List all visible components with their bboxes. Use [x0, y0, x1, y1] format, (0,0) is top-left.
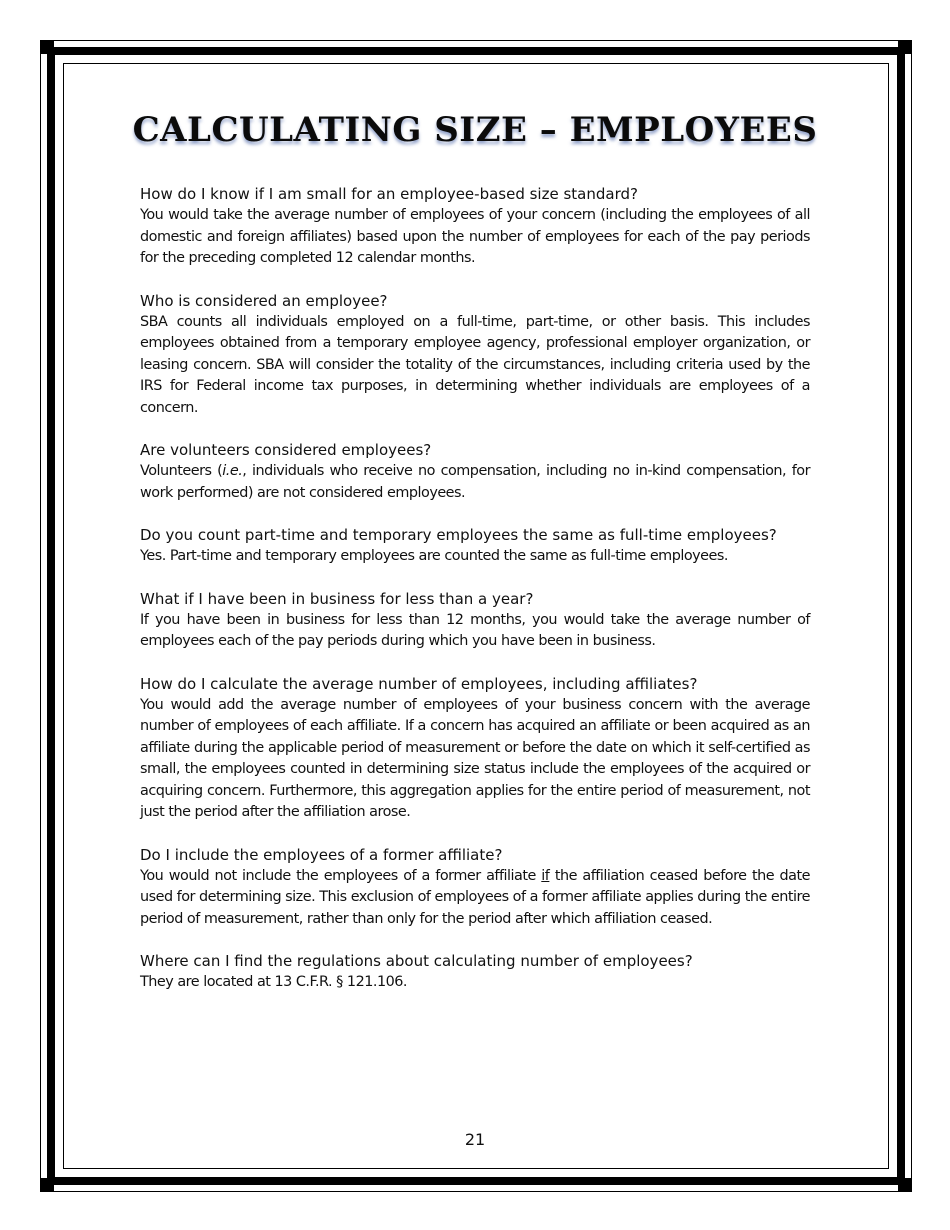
faq-answer — [140, 461, 810, 504]
faq-question: Are volunteers considered employees? — [140, 441, 432, 459]
faq-answer: You would take the average number of employees of your concern (including the employees of all domestic and foreign affiliates) based upon the number of employees for each of the pay periods for the preceding completed 12 calendar months. — [140, 207, 810, 266]
faq-answer-part: the affiliation ceased before the date used for determining size. This exclusion of employees of a former affiliate applies during the entire period of measurement, rather than only for the period after which affiliation ceased. — [140, 867, 810, 927]
border-corner-bottom-right — [898, 1178, 912, 1192]
faq-item-volunteers — [140, 440, 810, 504]
faq-answer-emphasis: i.e. — [222, 463, 243, 479]
faq-question: How do I calculate the average number of employees, including affiliates? — [140, 674, 698, 693]
faq-answer: SBA counts all individuals employed on a full-time, part-time, or other basis. This includes employees obtained from a temporary employee agency, professional employer organization, or leasing concern. SBA will consider the totality of the circumstances, including criteria used by the IRS for Federal income tax purposes, in determining whether individuals are employees of a concern. — [140, 313, 810, 416]
faq-answer: Yes. Part-time and temporary employees are counted the same as full-time employees. — [140, 548, 728, 564]
faq-content — [140, 184, 810, 1015]
faq-question: Who is considered an employee? — [140, 291, 388, 310]
faq-item-who-is-employee — [140, 291, 810, 420]
faq-question: Do I include the employees of a former affiliate? — [140, 845, 503, 864]
faq-item-less-than-year — [140, 589, 810, 653]
faq-question: Where can I find the regulations about calculating number of employees? — [140, 952, 693, 970]
faq-question: How do I know if I am small for an employee-based size standard? — [140, 185, 638, 203]
faq-answer-part: Volunteers ( — [140, 463, 223, 479]
faq-answer: You would add the average number of employees of your business concern with the average number of employees of each affiliate. If a concern has acquired an affiliate or been acquired as an affiliate during the applicable period of measurement or before the date on which it self-certified as small, the employees counted in determining size status include the employees of the acquired or acquiring concern. Furthermore, this aggregation applies for the entire period of measurement, not just the period after the affiliation arose. — [140, 696, 810, 820]
page-title: CALCULATING SIZE – EMPLOYEES — [132, 110, 818, 150]
faq-item-former-affiliate — [140, 845, 810, 931]
faq-item-regulations — [140, 951, 810, 994]
faq-question: What if I have been in business for less than a year? — [140, 589, 534, 608]
faq-answer: If you have been in business for less than 12 months, you would take the average number of employees each of the pay periods during which you have been in business. — [140, 611, 810, 649]
faq-answer — [140, 866, 810, 931]
faq-answer-underlined: if — [541, 867, 550, 884]
faq-answer-part: , individuals who receive no compensation, including no in-kind compensation, for work performed) are not considered employees. — [140, 463, 810, 501]
faq-item-small-employee-standard — [140, 184, 810, 270]
faq-question: Do you count part-time and temporary employees the same as full-time employees? — [140, 526, 777, 544]
faq-item-part-time — [140, 525, 810, 568]
faq-item-affiliates-average — [140, 674, 810, 824]
border-corner-bottom-left — [40, 1178, 54, 1192]
faq-answer-part: You would not include the employees of a former affiliate — [140, 867, 542, 884]
page-number: 21 — [464, 1130, 486, 1149]
border-corner-top-left — [40, 40, 54, 54]
faq-answer: They are located at 13 C.F.R. § 121.106. — [140, 974, 408, 990]
border-corner-top-right — [898, 40, 912, 54]
